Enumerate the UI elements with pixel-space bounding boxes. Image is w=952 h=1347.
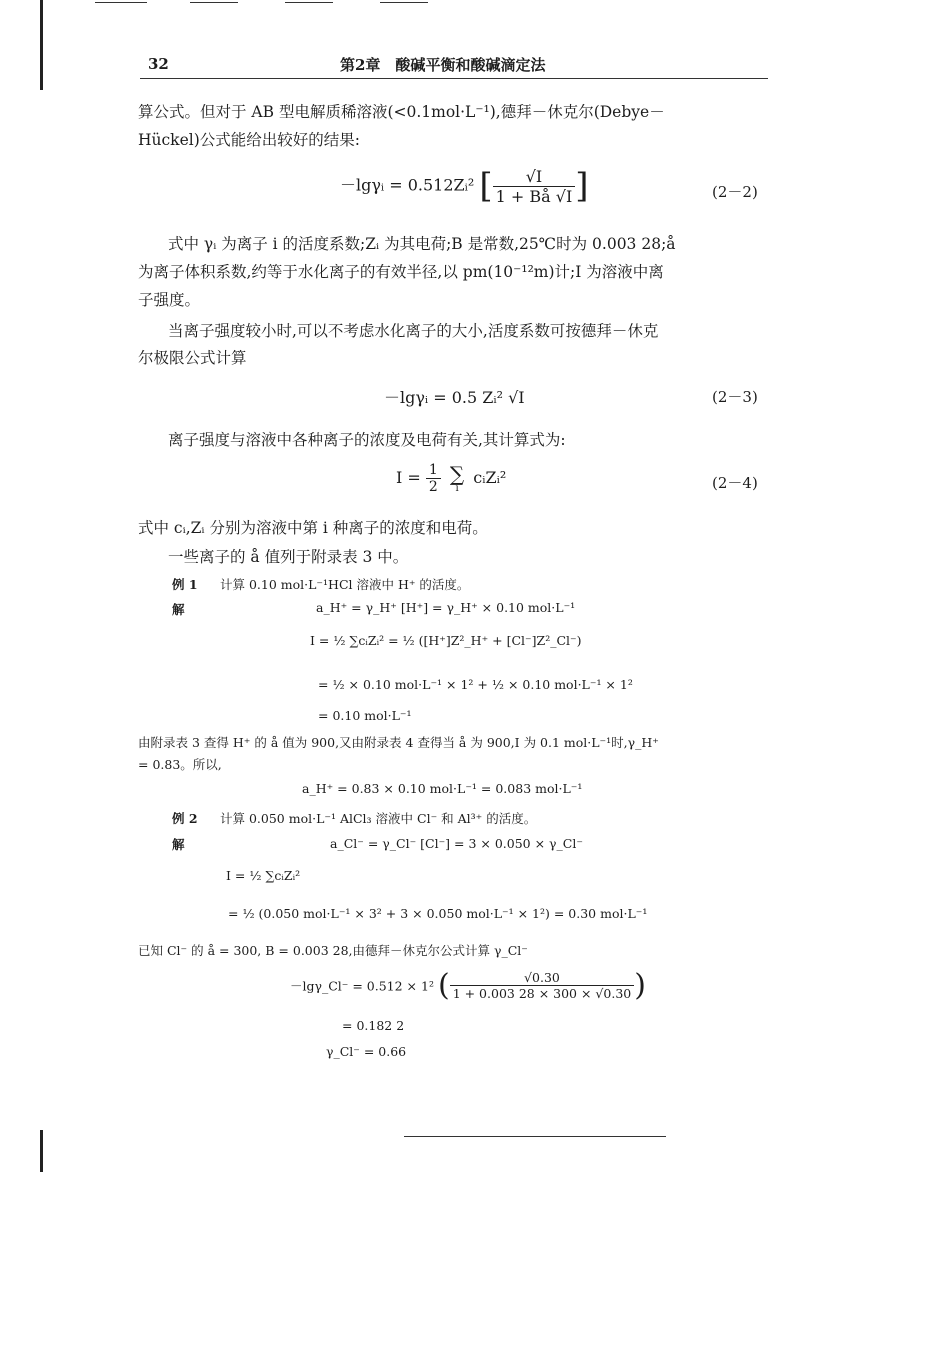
equation-2-4-sum: ∑ xyxy=(449,461,465,486)
example-2-calc-result-1: = 0.182 2 xyxy=(342,1018,405,1033)
equation-2-4-number: (2－4) xyxy=(712,474,758,492)
intro-line-2: Hückel)公式能给出较好的结果: xyxy=(138,131,360,149)
chapter-title: 第2章 酸碱平衡和酸碱滴定法 xyxy=(340,56,546,74)
equation-2-2-lhs: －lgγᵢ = 0.512Zᵢ² xyxy=(340,175,475,195)
equation-2-4-lhs: I = xyxy=(396,468,421,487)
equation-2-2-number: (2－2) xyxy=(712,183,758,201)
equation-2-4-half-den: 2 xyxy=(428,479,438,495)
example-1-solution-label: 解 xyxy=(172,602,185,617)
equation-2-3: －lgγᵢ = 0.5 Zᵢ² √I xyxy=(384,388,525,407)
top-scan-line xyxy=(95,2,147,3)
top-scan-line xyxy=(190,2,238,3)
example-1-step-2: I = ½ ∑cᵢZᵢ² = ½ ([H⁺]Z²_H⁺ + [Cl⁻]Z²_Cl⁻) xyxy=(310,633,582,648)
example-1-step-3: = ½ × 0.10 mol·L⁻¹ × 1² + ½ × 0.10 mol·L⁻¹ × 1² xyxy=(318,677,633,692)
example-1-note-1: 由附录表 3 查得 H⁺ 的 å 值为 900,又由附录表 4 查得当 å 为 900,I 为 0.1 mol·L⁻¹时,γ_H⁺ xyxy=(138,735,659,750)
header-rule xyxy=(140,78,768,79)
left-margin-bar-lower xyxy=(40,1130,43,1172)
equation-2-3-number: (2－3) xyxy=(712,388,758,406)
definition-line-1: 式中 γᵢ 为离子 i 的活度系数;Zᵢ 为其电荷;B 是常数,25℃时为 0.003 28;å xyxy=(168,235,676,253)
equation-2-2-denominator: 1 + Bå √I xyxy=(495,186,573,206)
equation-2-4-sum-index: i xyxy=(455,482,459,494)
equation-2-2-numerator: √I xyxy=(493,167,576,187)
limit-line-1: 当离子强度较小时,可以不考虑水化离子的大小,活度系数可按德拜－休克 xyxy=(168,322,659,340)
example-2-note: 已知 Cl⁻ 的 å = 300, B = 0.003 28,由德拜－休克尔公式计算 γ_Cl⁻ xyxy=(138,943,528,958)
top-scan-line xyxy=(380,2,428,3)
equation-2-4 xyxy=(396,462,506,495)
example-2-calc-den: 1 + 0.003 28 × 300 × √0.30 xyxy=(452,986,632,1001)
footer-rule xyxy=(404,1136,666,1137)
example-2-step-2: I = ½ ∑cᵢZᵢ² xyxy=(226,868,301,883)
top-scan-line xyxy=(285,2,333,3)
ionic-strength-line: 离子强度与溶液中各种离子的浓度及电荷有关,其计算式为: xyxy=(168,431,566,449)
example-1-problem: 计算 0.10 mol·L⁻¹HCl 溶液中 H⁺ 的活度。 xyxy=(220,577,470,592)
example-1-step-4: = 0.10 mol·L⁻¹ xyxy=(318,708,412,723)
example-2-calculation: －lgγ_Cl⁻ = 0.512 × 1² ( $\frac{√0.30}{1 + 0.003 28 \times 300 \times √0.30}$ ) xyxy=(290,968,646,1003)
left-margin-bar xyxy=(40,0,43,90)
example-2-step-3: = ½ (0.050 mol·L⁻¹ × 3² + 3 × 0.050 mol·L⁻¹ × 1²) = 0.30 mol·L⁻¹ xyxy=(228,906,648,921)
after-2-4-line-1: 式中 cᵢ,Zᵢ 分别为溶液中第 i 种离子的浓度和电荷。 xyxy=(138,519,488,537)
example-2-label: 例 2 xyxy=(172,811,198,826)
equation-2-2: －lgγᵢ = 0.512Zᵢ² [ $\frac{√I}{1 + Bå √I}$ ] xyxy=(340,166,589,206)
limit-line-2: 尔极限公式计算 xyxy=(138,349,247,367)
example-1-step-1: a_H⁺ = γ_H⁺ [H⁺] = γ_H⁺ × 0.10 mol·L⁻¹ xyxy=(316,600,576,615)
example-2-problem: 计算 0.050 mol·L⁻¹ AlCl₃ 溶液中 Cl⁻ 和 Al³⁺ 的活度。 xyxy=(220,811,537,826)
page-number: 32 xyxy=(148,55,169,73)
after-2-4-line-2: 一些离子的 å 值列于附录表 3 中。 xyxy=(168,548,409,566)
equation-2-4-rhs: cᵢZᵢ² xyxy=(473,468,507,487)
example-2-step-1: a_Cl⁻ = γ_Cl⁻ [Cl⁻] = 3 × 0.050 × γ_Cl⁻ xyxy=(330,836,583,851)
example-2-calc-result-2: γ_Cl⁻ = 0.66 xyxy=(326,1044,407,1059)
example-1-label: 例 1 xyxy=(172,577,198,592)
intro-line-1: 算公式。但对于 AB 型电解质稀溶液(<0.1mol·L⁻¹),德拜－休克尔(Debye－ xyxy=(138,103,665,121)
example-1-result: a_H⁺ = 0.83 × 0.10 mol·L⁻¹ = 0.083 mol·L⁻¹ xyxy=(302,781,583,796)
example-2-calc-lhs: －lgγ_Cl⁻ = 0.512 × 1² xyxy=(290,978,434,994)
definition-line-2: 为离子体积系数,约等于水化离子的有效半径,以 pm(10⁻¹²m)计;I 为溶液中离 xyxy=(138,263,664,281)
example-2-solution-label: 解 xyxy=(172,837,185,852)
example-2-calc-num: √0.30 xyxy=(450,970,635,986)
equation-2-4-half-num: 1 xyxy=(426,462,441,479)
definition-line-3: 子强度。 xyxy=(138,291,201,309)
example-1-note-2: = 0.83。所以, xyxy=(138,757,222,772)
